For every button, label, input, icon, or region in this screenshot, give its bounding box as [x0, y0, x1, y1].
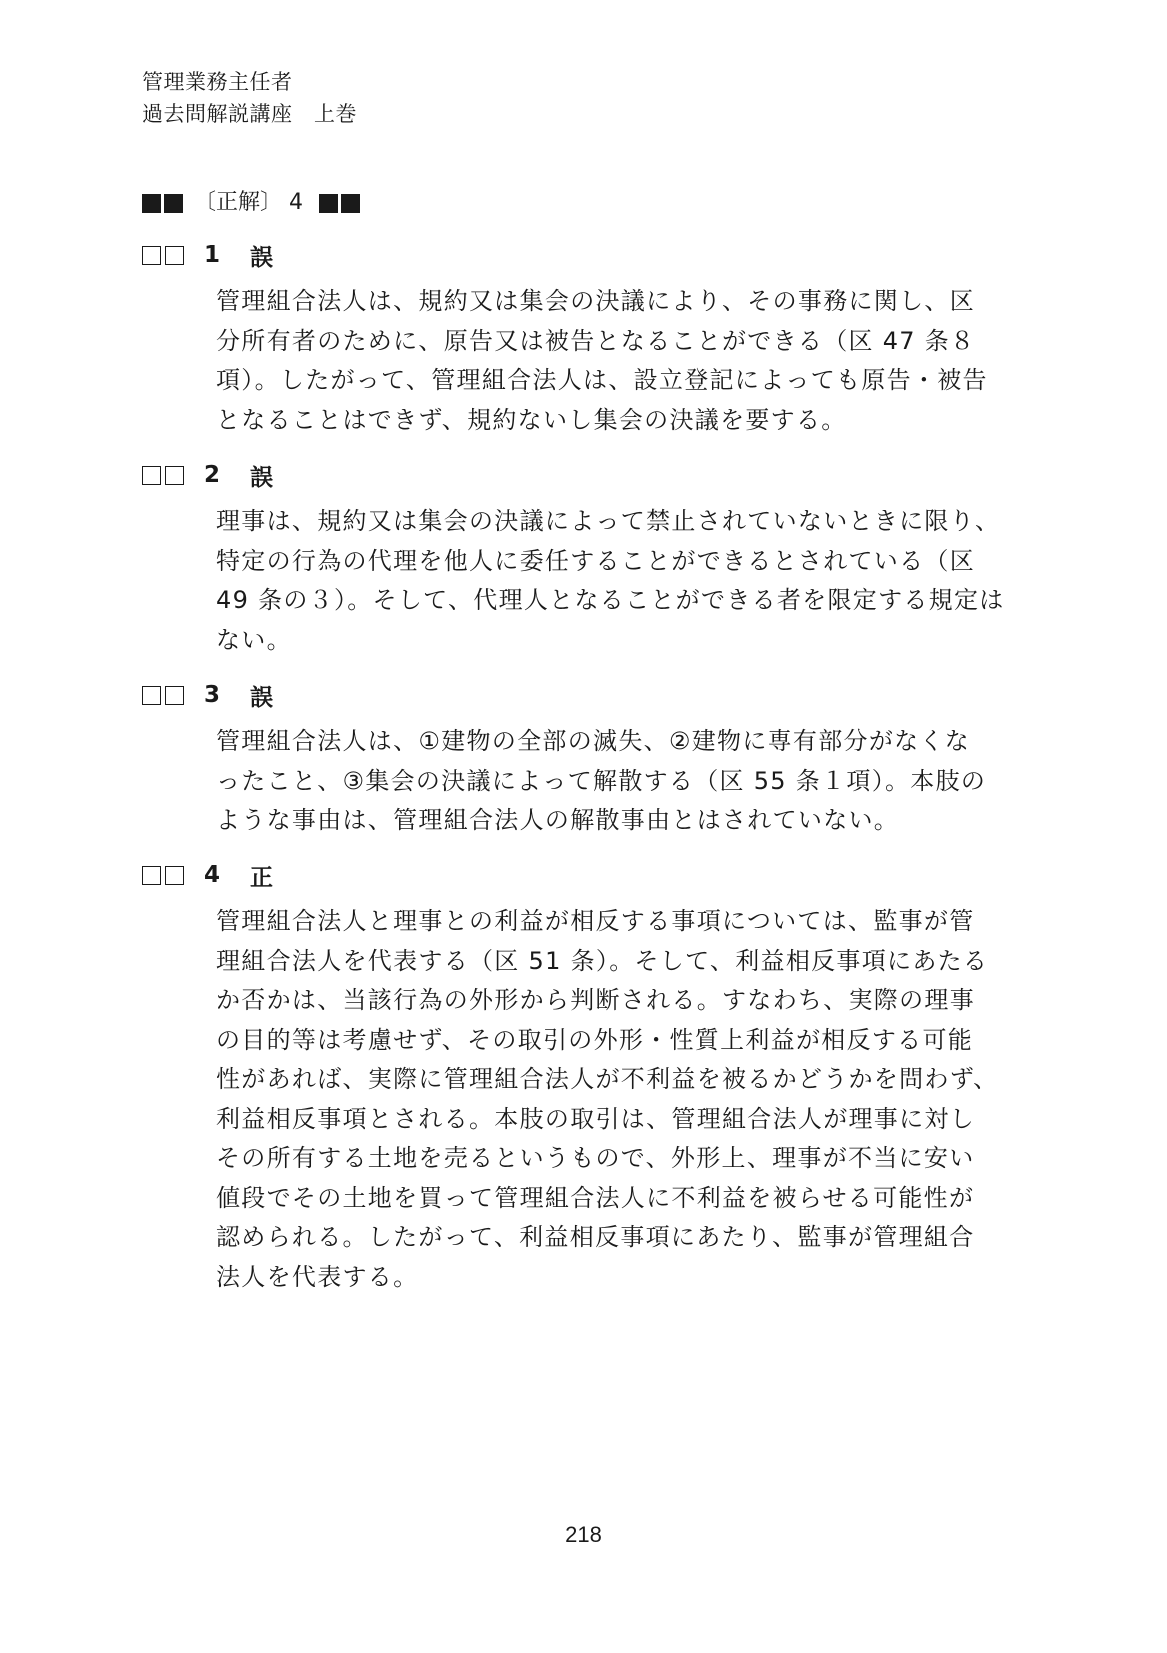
body-line: 法人を代表する。 [216, 1262, 419, 1291]
item-heading [142, 858, 982, 892]
body-line: ない。 [216, 625, 292, 654]
body-line: 49 条の３）。そして、代理人となることができる者を限定する規定は [216, 586, 1005, 614]
item-heading [142, 458, 982, 492]
item-body [216, 502, 1005, 660]
body-line: ったこと、③集会の決議によって解散する（区 55 条１項）。本肢の [216, 766, 987, 795]
running-header [142, 66, 357, 130]
item-verdict: 誤 [250, 464, 273, 491]
explanation-item-4 [142, 858, 999, 1297]
header-line-2: 過去問解説講座 上巻 [142, 102, 357, 126]
body-line: 理組合法人を代表する（区 51 条）。そして、利益相反事項にあたる [216, 946, 989, 975]
answer-heading [142, 186, 363, 220]
item-heading [142, 678, 982, 712]
body-line: 管理組合法人は、規約又は集会の決議により、その事務に関し、区 [216, 287, 975, 315]
filled-square-icon [164, 194, 183, 213]
checkbox-square-icon [142, 246, 161, 265]
checkbox-square-icon [165, 466, 184, 485]
body-line: 利益相反事項とされる。本肢の取引は、管理組合法人が理事に対し [216, 1104, 975, 1133]
body-line: 認められる。したがって、利益相反事項にあたり、監事が管理組合 [216, 1223, 975, 1251]
body-line: の目的等は考慮せず、その取引の外形・性質上利益が相反する可能 [216, 1025, 974, 1054]
filled-square-marks-left [142, 194, 186, 213]
item-body [216, 902, 999, 1297]
answer-text: 〔正解〕 4 [194, 190, 303, 215]
item-verdict: 正 [250, 864, 273, 891]
checkbox-square-icon [142, 466, 161, 485]
body-line: ような事由は、管理組合法人の解散事由とはされていない。 [216, 806, 900, 834]
body-line: 管理組合法人は、①建物の全部の滅失、②建物に専有部分がなくな [216, 727, 971, 755]
filled-square-icon [341, 194, 360, 213]
body-line: 性があれば、実際に管理組合法人が不利益を被るかどうかを問わず、 [216, 1065, 999, 1093]
filled-square-marks-right [319, 194, 363, 213]
body-line: 理事は、規約又は集会の決議によって禁止されていないときに限り、 [216, 507, 1001, 535]
body-line: その所有する土地を売るというもので、外形上、理事が不当に安い [216, 1144, 975, 1172]
explanation-item-2 [142, 458, 1005, 660]
item-number: 1 [204, 242, 221, 268]
checkbox-square-icon [165, 866, 184, 885]
item-number: 2 [204, 462, 221, 488]
filled-square-icon [142, 194, 161, 213]
item-verdict: 誤 [250, 244, 273, 271]
item-heading [142, 238, 982, 272]
body-line: か否かは、当該行為の外形から判断される。すなわち、実際の理事 [216, 986, 975, 1014]
checkbox-square-icon [142, 686, 161, 705]
item-number: 3 [204, 682, 221, 708]
checkbox-square-icon [142, 866, 161, 885]
item-verdict: 誤 [250, 684, 273, 711]
body-line: 管理組合法人と理事との利益が相反する事項については、監事が管 [216, 907, 975, 935]
checkbox-square-icon [165, 686, 184, 705]
explanation-item-3 [142, 678, 987, 841]
item-number: 4 [204, 862, 221, 888]
page-number: 218 [565, 1522, 602, 1547]
filled-square-icon [319, 194, 338, 213]
checkbox-square-icon [165, 246, 184, 265]
item-body [216, 722, 987, 841]
explanation-item-1 [142, 238, 988, 440]
body-line: 特定の行為の代理を他人に委任することができるとされている（区 [216, 546, 975, 575]
body-line: 分所有者のために、原告又は被告となることができる（区 47 条８ [216, 326, 976, 355]
body-line: となることはできず、規約ないし集会の決議を要する。 [216, 405, 847, 434]
item-body [216, 282, 988, 440]
body-line: 値段でその土地を買って管理組合法人に不利益を被らせる可能性が [216, 1183, 975, 1212]
header-line-1: 管理業務主任者 [142, 70, 293, 94]
body-line: 項）。したがって、管理組合法人は、設立登記によっても原告・被告 [216, 366, 988, 394]
